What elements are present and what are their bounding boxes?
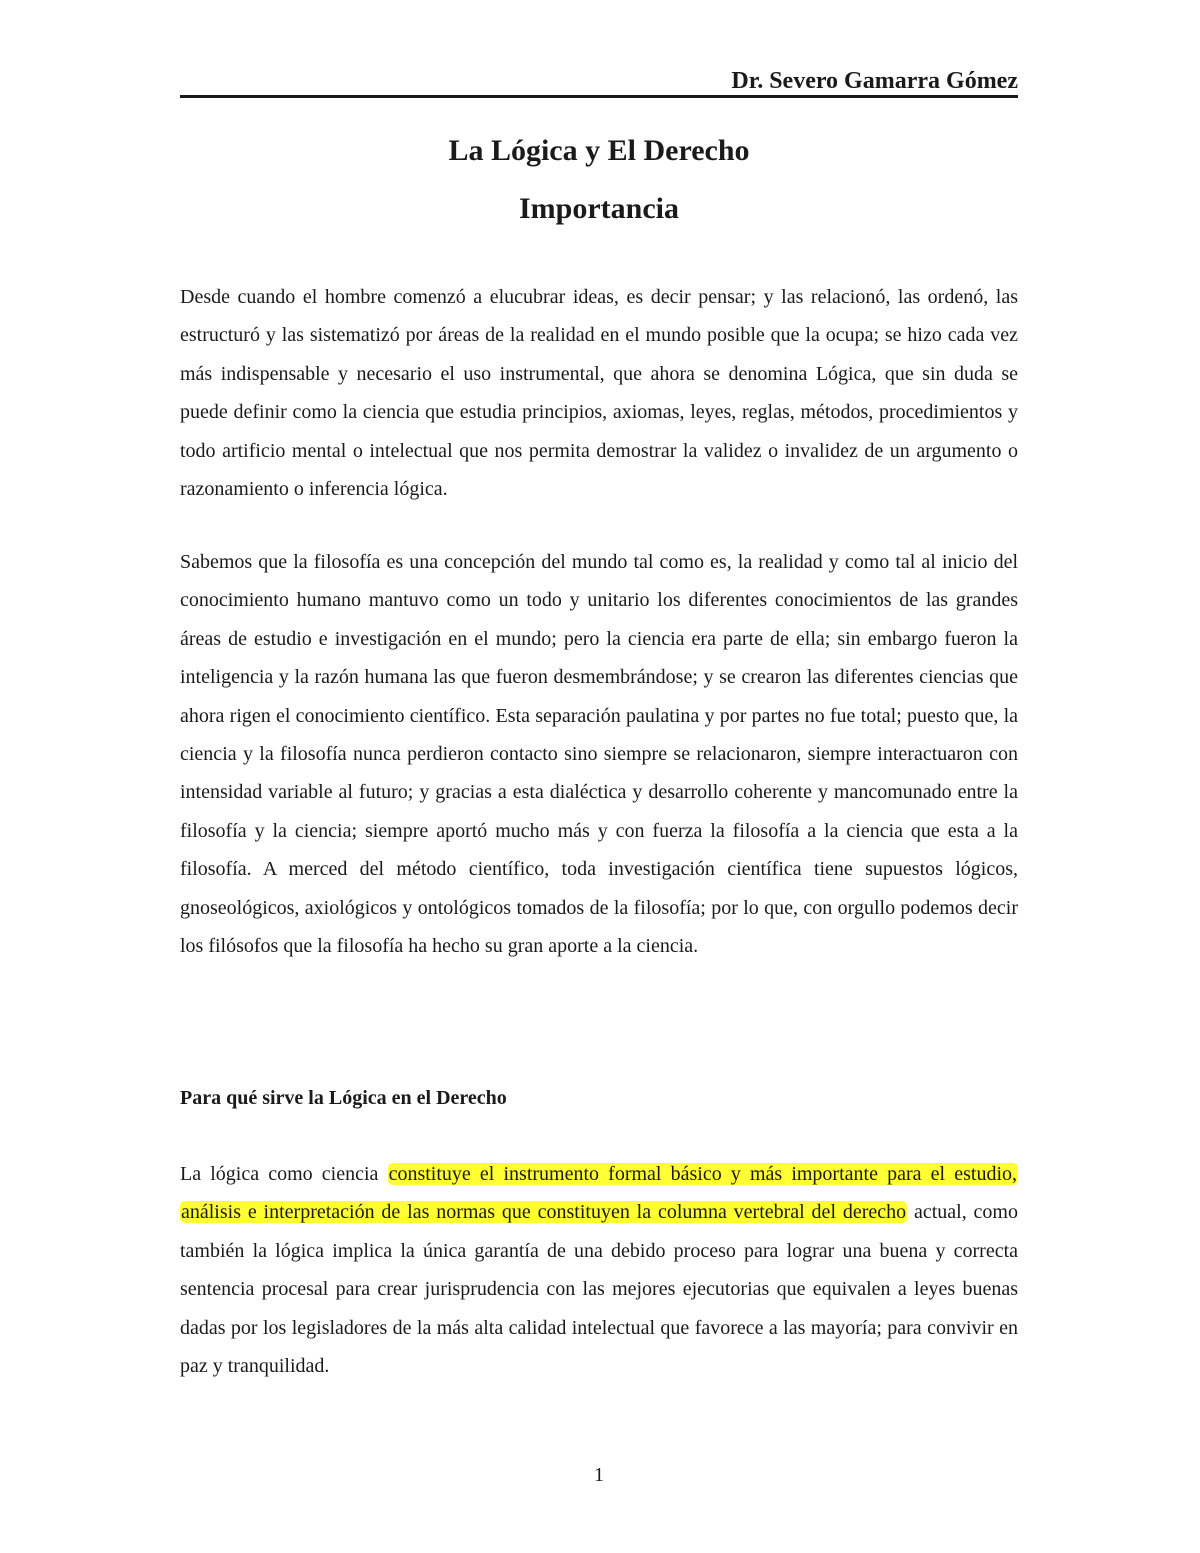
document-subtitle: Importancia	[519, 192, 679, 225]
header-author: Dr. Severo Gamarra Gómez	[731, 68, 1018, 94]
highlighted-text: constituye el instrumento formal básico y más importante para el estudio, análisis e interpretación de las normas que constituyen la columna vertebral del derecho	[181, 1163, 1017, 1224]
document-page	[180, 0, 1018, 1553]
paragraph-3	[180, 1155, 1018, 1385]
header-divider	[180, 95, 1018, 98]
section-heading: Para qué sirve la Lógica en el Derecho	[180, 1087, 507, 1109]
paragraph-3-lead: La lógica como ciencia	[180, 1163, 388, 1185]
document-title: La Lógica y El Derecho	[448, 134, 750, 167]
paragraph-3-rest: actual, como también la lógica implica la única garantía de una debido proceso para lograr una buena y correcta sentencia procesal para crear jurisprudencia con las mejores ejecutorias que equivalen a leyes buenas dadas por los legisladores de la más alta calidad intelectual que favorece a las mayoría; para convivir en paz y tranquilidad.	[180, 1201, 1018, 1378]
paragraph-2: Sabemos que la filosofía es una concepción del mundo tal como es, la realidad y como tal al inicio del conocimiento humano mantuvo como un todo y unitario los diferentes conocimientos de las grandes áreas de estudio e investigación en el mundo; pero la ciencia era parte de ella; sin embargo fueron la inteligencia y la razón humana las que fueron desmembrándose; y se crearon las diferentes ciencias que ahora rigen el conocimiento científico. Esta separación paulatina y por partes no fue total; puesto que, la ciencia y la filosofía nunca perdieron contacto sino siempre se relacionaron, siempre interactuaron con intensidad variable al futuro; y gracias a esta dialéctica y desarrollo coherente y mancomunado entre la filosofía y la ciencia; siempre aportó mucho más y con fuerza la filosofía a la ciencia que esta a la filosofía. A merced del método científico, toda investigación científica tiene supuestos lógicos, gnoseológicos, axiológicos y ontológicos tomados de la filosofía; por lo que, con orgullo podemos decir los filósofos que la filosofía ha hecho su gran aporte a la ciencia.	[180, 551, 1018, 958]
paragraph-1: Desde cuando el hombre comenzó a elucubrar ideas, es decir pensar; y las relacionó, las ordenó, las estructuró y las sistematizó por áreas de la realidad en el mundo posible que la ocupa; se hizo cada vez más indispensable y necesario el uso instrumental, que ahora se denomina Lógica, que sin duda se puede definir como la ciencia que estudia principios, axiomas, leyes, reglas, métodos, procedimientos y todo artificio mental o intelectual que nos permita demostrar la validez o invalidez de un argumento o razonamiento o inferencia lógica.	[180, 286, 1018, 501]
page-number: 1	[594, 1464, 604, 1486]
